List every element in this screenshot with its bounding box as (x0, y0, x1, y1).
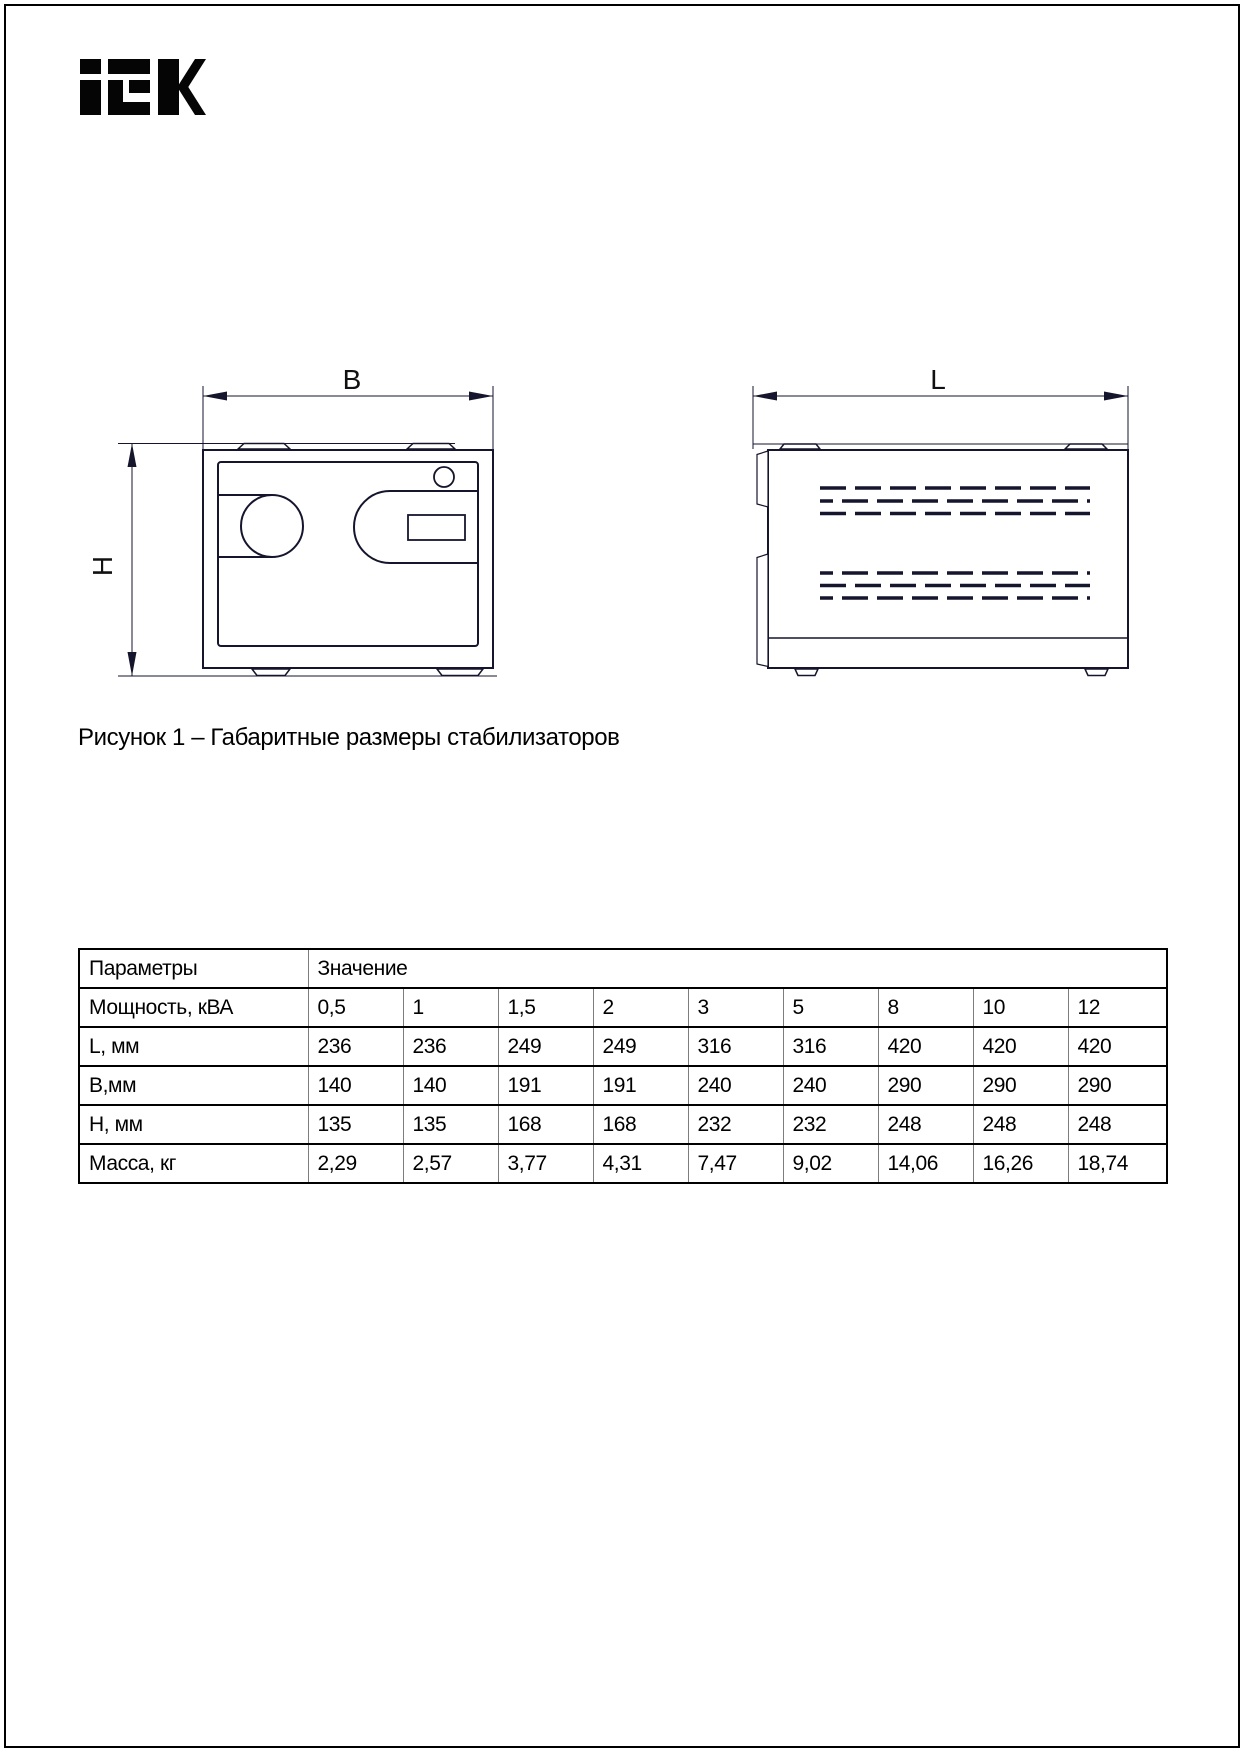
dimension-arrowheads (128, 392, 494, 677)
cell: 191 (498, 1066, 593, 1105)
cell: 5 (783, 988, 878, 1027)
figure-caption: Рисунок 1 – Габаритные размеры стабилизаторов (78, 724, 620, 751)
header-value: Значение (308, 949, 1167, 988)
cell: 290 (1068, 1066, 1167, 1105)
cell: 10 (973, 988, 1068, 1027)
table-row-height (79, 1105, 1167, 1144)
cell: 2,57 (403, 1144, 498, 1183)
cell: 420 (973, 1027, 1068, 1066)
row-label: H, мм (79, 1105, 308, 1144)
side-view-drawing (650, 330, 1150, 690)
cell: 240 (688, 1066, 783, 1105)
front-view-drawing (70, 330, 510, 690)
table-row-length (79, 1027, 1167, 1066)
knob-circle (241, 495, 303, 557)
cell: 4,31 (593, 1144, 688, 1183)
cell: 248 (878, 1105, 973, 1144)
table-row-width (79, 1066, 1167, 1105)
row-label: L, мм (79, 1027, 308, 1066)
cell: 191 (593, 1066, 688, 1105)
cell: 18,74 (1068, 1144, 1167, 1183)
cell: 236 (308, 1027, 403, 1066)
cell: 3,77 (498, 1144, 593, 1183)
rear-edge-protrusions (757, 451, 768, 667)
cell: 7,47 (688, 1144, 783, 1183)
side-body-outline (768, 450, 1128, 668)
b-dimension-label: B (342, 364, 362, 395)
row-label: Мощность, кВА (79, 988, 308, 1027)
cell: 14,06 (878, 1144, 973, 1183)
cell: 2,29 (308, 1144, 403, 1183)
cell: 249 (593, 1027, 688, 1066)
iek-logo-glyphs (80, 59, 206, 115)
header-parameters: Параметры (79, 949, 308, 988)
cell: 290 (878, 1066, 973, 1105)
cell: 420 (878, 1027, 973, 1066)
front-body-outline (203, 450, 493, 668)
cell: 248 (1068, 1105, 1167, 1144)
cell: 168 (593, 1105, 688, 1144)
cell: 135 (308, 1105, 403, 1144)
cell: 232 (783, 1105, 878, 1144)
cell: 316 (783, 1027, 878, 1066)
page-border (4, 4, 1240, 1748)
cell: 249 (498, 1027, 593, 1066)
h-dimension-label: H (87, 555, 118, 577)
table-header-row (79, 949, 1167, 988)
cell: 140 (308, 1066, 403, 1105)
table-row-power (79, 988, 1167, 1027)
row-label: Масса, кг (79, 1144, 308, 1183)
cell: 16,26 (973, 1144, 1068, 1183)
cell: 248 (973, 1105, 1068, 1144)
top-feet (238, 444, 455, 450)
bottom-feet (795, 669, 1108, 676)
iek-logo (80, 58, 206, 116)
cell: 420 (1068, 1027, 1167, 1066)
bottom-feet (252, 669, 483, 676)
u-recess (354, 491, 478, 563)
display-window (408, 515, 465, 540)
cell: 0,5 (308, 988, 403, 1027)
cell: 2 (593, 988, 688, 1027)
top-feet (780, 444, 1107, 449)
cell: 240 (783, 1066, 878, 1105)
cell: 232 (688, 1105, 783, 1144)
ventilation-slots (820, 488, 1090, 598)
cell: 3 (688, 988, 783, 1027)
l-dimension-label: L (930, 364, 946, 395)
cell: 290 (973, 1066, 1068, 1105)
cell: 12 (1068, 988, 1167, 1027)
cell: 1 (403, 988, 498, 1027)
cell: 8 (878, 988, 973, 1027)
cell: 168 (498, 1105, 593, 1144)
dimensions-table (78, 948, 1168, 1184)
cell: 135 (403, 1105, 498, 1144)
cell: 140 (403, 1066, 498, 1105)
indicator-circle (434, 467, 454, 487)
cell: 236 (403, 1027, 498, 1066)
cell: 9,02 (783, 1144, 878, 1183)
row-label: B,мм (79, 1066, 308, 1105)
cell: 316 (688, 1027, 783, 1066)
cell: 1,5 (498, 988, 593, 1027)
table-row-mass (79, 1144, 1167, 1183)
